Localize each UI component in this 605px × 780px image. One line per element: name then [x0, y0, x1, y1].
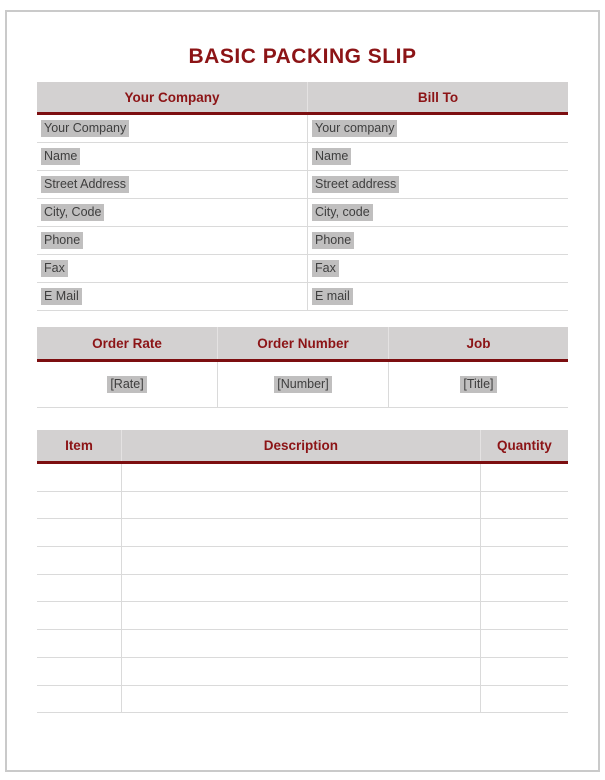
billto-cell — [307, 227, 568, 254]
document-title: BASIC PACKING SLIP — [188, 45, 417, 68]
quantity-cell[interactable] — [480, 658, 568, 685]
item-cell[interactable] — [37, 464, 121, 491]
order-rate-header: Order Rate — [92, 335, 162, 351]
company-fax-field[interactable]: Fax — [41, 260, 68, 277]
billto-city-code-field[interactable]: City, code — [312, 204, 373, 221]
company-billto-table — [37, 82, 568, 311]
packing-slip-sheet — [5, 10, 600, 772]
billto-company-field[interactable]: Your company — [312, 120, 397, 137]
item-header: Item — [65, 438, 93, 453]
quantity-cell[interactable] — [480, 492, 568, 519]
description-cell[interactable] — [121, 686, 480, 713]
company-phone-field[interactable]: Phone — [41, 232, 83, 249]
company-street-address-field[interactable]: Street Address — [41, 176, 129, 193]
company-cell — [37, 115, 307, 142]
quantity-cell[interactable] — [480, 686, 568, 713]
job-header: Job — [388, 327, 568, 359]
item-row — [37, 464, 568, 492]
billto-phone-field[interactable]: Phone — [312, 232, 354, 249]
bill-to-header: Bill To — [307, 82, 568, 112]
company-billto-body — [37, 115, 568, 311]
description-cell[interactable] — [121, 492, 480, 519]
job-cell — [388, 362, 568, 407]
item-cell[interactable] — [37, 519, 121, 546]
quantity-cell[interactable] — [480, 547, 568, 574]
billto-cell — [307, 199, 568, 226]
items-header-row — [37, 430, 568, 464]
billto-cell — [307, 255, 568, 282]
table-row — [37, 255, 568, 283]
order-rate-field[interactable]: [Rate] — [107, 376, 146, 393]
company-cell — [37, 199, 307, 226]
description-cell[interactable] — [121, 630, 480, 657]
item-row — [37, 630, 568, 658]
table-row — [37, 171, 568, 199]
order-info-table — [37, 327, 568, 408]
company-cell — [37, 283, 307, 310]
item-cell[interactable] — [37, 658, 121, 685]
description-cell[interactable] — [121, 602, 480, 629]
billto-fax-field[interactable]: Fax — [312, 260, 339, 277]
order-rate-cell — [37, 362, 217, 407]
quantity-cell[interactable] — [480, 519, 568, 546]
order-number-field[interactable]: [Number] — [274, 376, 331, 393]
table-row — [37, 227, 568, 255]
billto-name-field[interactable]: Name — [312, 148, 351, 165]
item-cell[interactable] — [37, 492, 121, 519]
item-row — [37, 658, 568, 686]
quantity-cell[interactable] — [480, 602, 568, 629]
quantity-cell[interactable] — [480, 630, 568, 657]
company-city-code-field[interactable]: City, Code — [41, 204, 104, 221]
order-number-header: Order Number — [217, 327, 388, 359]
company-name-field[interactable]: Your Company — [41, 120, 129, 137]
billto-cell — [307, 143, 568, 170]
quantity-cell[interactable] — [480, 575, 568, 602]
item-cell[interactable] — [37, 630, 121, 657]
description-cell[interactable] — [121, 658, 480, 685]
company-email-field[interactable]: E Mail — [41, 288, 82, 305]
items-body — [37, 464, 568, 713]
table-row — [37, 283, 568, 311]
quantity-header: Quantity — [480, 430, 568, 461]
quantity-cell[interactable] — [480, 464, 568, 491]
item-cell[interactable] — [37, 547, 121, 574]
company-contact-name-field[interactable]: Name — [41, 148, 80, 165]
item-row — [37, 602, 568, 630]
order-info-value-row — [37, 362, 568, 408]
item-row — [37, 519, 568, 547]
job-title-field[interactable]: [Title] — [460, 376, 496, 393]
your-company-header: Your Company — [124, 89, 220, 105]
description-cell[interactable] — [121, 519, 480, 546]
description-cell[interactable] — [121, 575, 480, 602]
description-cell[interactable] — [121, 547, 480, 574]
item-row — [37, 547, 568, 575]
billto-street-address-field[interactable]: Street address — [312, 176, 399, 193]
company-cell — [37, 143, 307, 170]
item-row — [37, 686, 568, 714]
billto-cell — [307, 171, 568, 198]
item-cell[interactable] — [37, 686, 121, 713]
company-cell — [37, 171, 307, 198]
order-info-header-row — [37, 327, 568, 362]
item-row — [37, 575, 568, 603]
item-cell[interactable] — [37, 602, 121, 629]
description-header: Description — [121, 430, 480, 461]
item-row — [37, 492, 568, 520]
billto-cell — [307, 115, 568, 142]
company-billto-header-row — [37, 82, 568, 115]
table-row — [37, 199, 568, 227]
order-number-cell — [217, 362, 388, 407]
item-cell[interactable] — [37, 575, 121, 602]
billto-cell — [307, 283, 568, 310]
company-cell — [37, 255, 307, 282]
items-table — [37, 430, 568, 713]
company-cell — [37, 227, 307, 254]
table-row — [37, 143, 568, 171]
description-cell[interactable] — [121, 464, 480, 491]
billto-email-field[interactable]: E mail — [312, 288, 353, 305]
table-row — [37, 115, 568, 143]
